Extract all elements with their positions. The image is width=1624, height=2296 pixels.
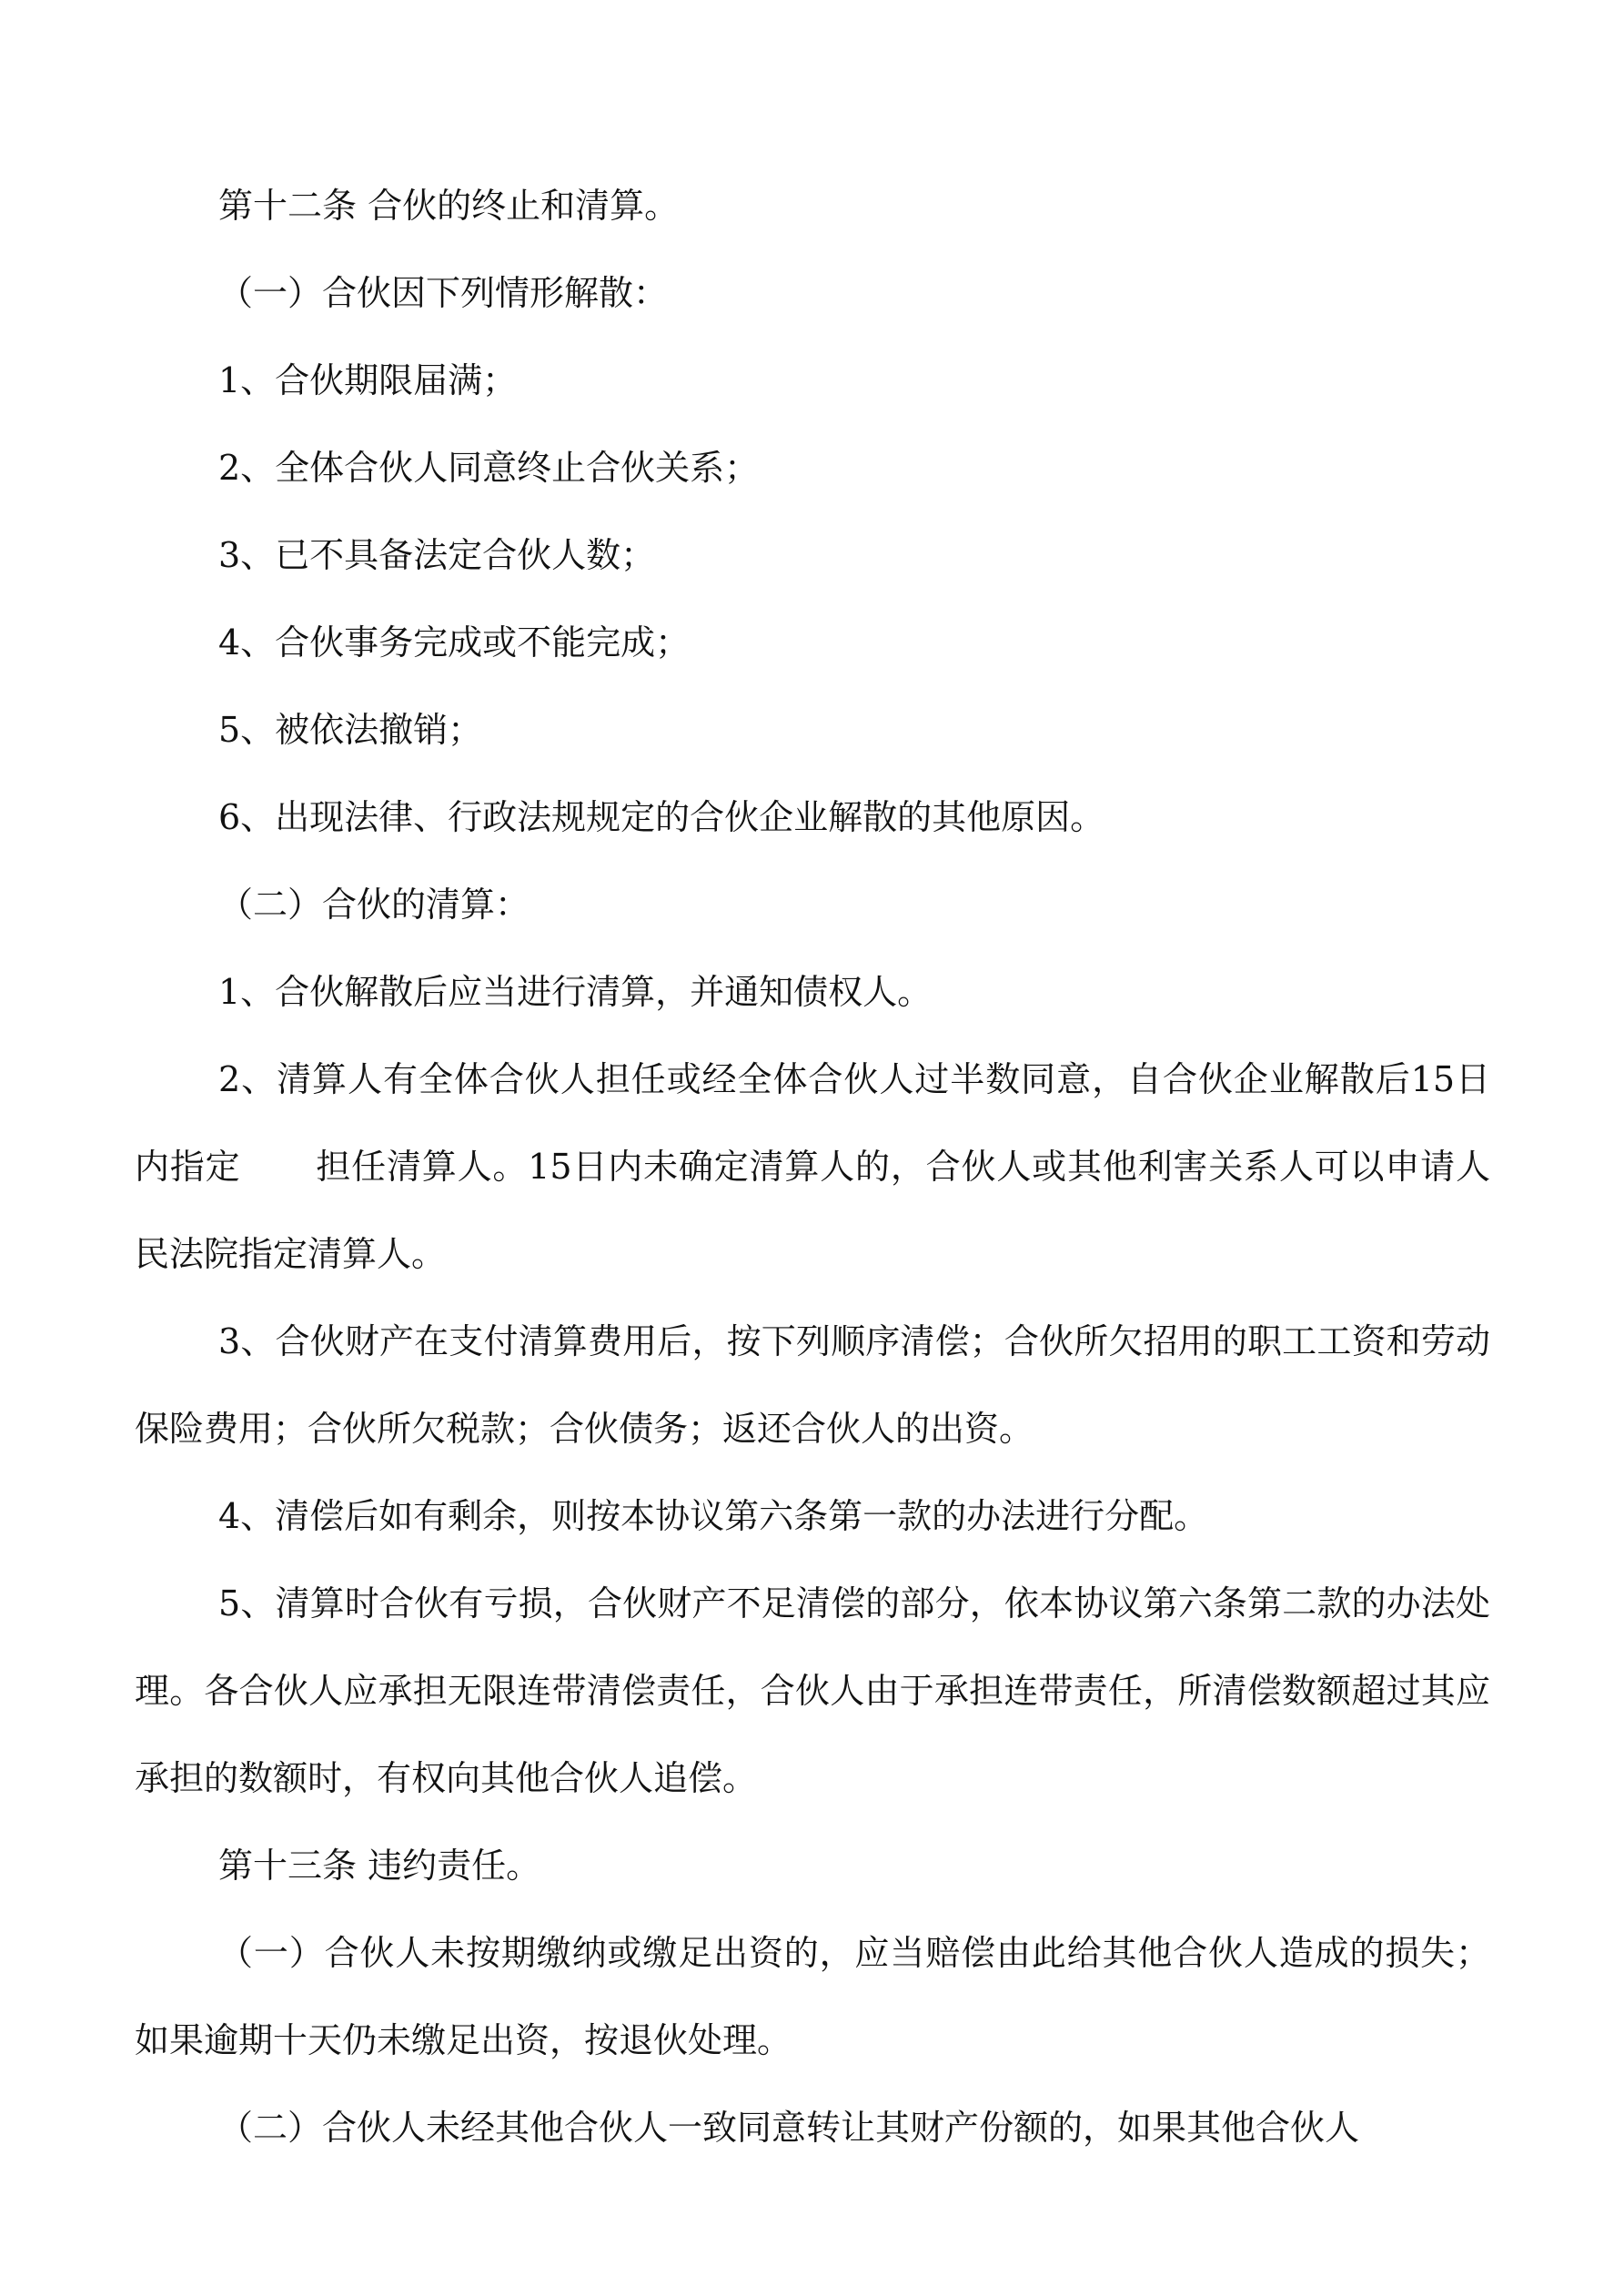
liquidation-item-3: 3、合伙财产在支付清算费用后，按下列顺序清偿；合伙所欠招用的职工工资和劳动保险费用；合伙所欠税款；合伙债务；返还合伙人的出资。 (135, 1321, 1490, 1449)
liquidation-item-2-part-2: 担任清算人。15日内未确定清算人的，合伙人或其他利害关系人可以申请人民法院指定清算人。 (135, 1147, 1490, 1274)
dissolution-item-3: 3、已不具备法定合伙人数； (218, 535, 656, 575)
liability-item-2: （二）合伙人未经其他合伙人一致同意转让其财产份额的，如果其他合伙人 (218, 2108, 1360, 2148)
article-13-heading: 第十三条 违约责任。 (218, 1846, 541, 1886)
dissolution-heading: （一）合伙因下列情形解散： (218, 273, 669, 313)
dissolution-item-5: 5、被依法撤销； (218, 710, 483, 750)
liquidation-item-5: 5、清算时合伙有亏损，合伙财产不足清偿的部分，依本协议第六条第二款的办法处理。各合伙人应承担无限连带清偿责任，合伙人由于承担连带责任，所清偿数额超过其应承担的数额时，有权向其他合伙人追偿。 (135, 1583, 1490, 1798)
liquidation-item-4: 4、清偿后如有剩余，则按本协议第六条第一款的办法进行分配。 (218, 1496, 1209, 1536)
document-body (135, 162, 1490, 2171)
dissolution-item-4: 4、合伙事务完成或不能完成； (218, 622, 691, 663)
liquidation-item-2 (135, 1036, 1490, 1298)
liquidation-item-1: 1、合伙解散后应当进行清算，并通知债权人。 (218, 972, 933, 1012)
dissolution-item-2: 2、全体合伙人同意终止合伙关系； (218, 448, 760, 488)
liability-item-1: （一）合伙人未按期缴纳或缴足出资的，应当赔偿由此给其他合伙人造成的损失；如果逾期十天仍未缴足出资，按退伙处理。 (135, 1933, 1490, 2060)
liquidation-item-2-part-1: 2、清算人有全体合伙人担任或经全体合伙人过半数同意，自合伙企业解散后15日内指定 (135, 1059, 1490, 1187)
liquidation-heading: （二）合伙的清算： (218, 885, 530, 925)
article-12-heading: 第十二条 合伙的终止和清算。 (218, 186, 680, 226)
dissolution-item-6: 6、出现法律、行政法规规定的合伙企业解散的其他原因。 (218, 797, 1105, 837)
dissolution-item-1: 1、合伙期限届满； (218, 360, 518, 400)
